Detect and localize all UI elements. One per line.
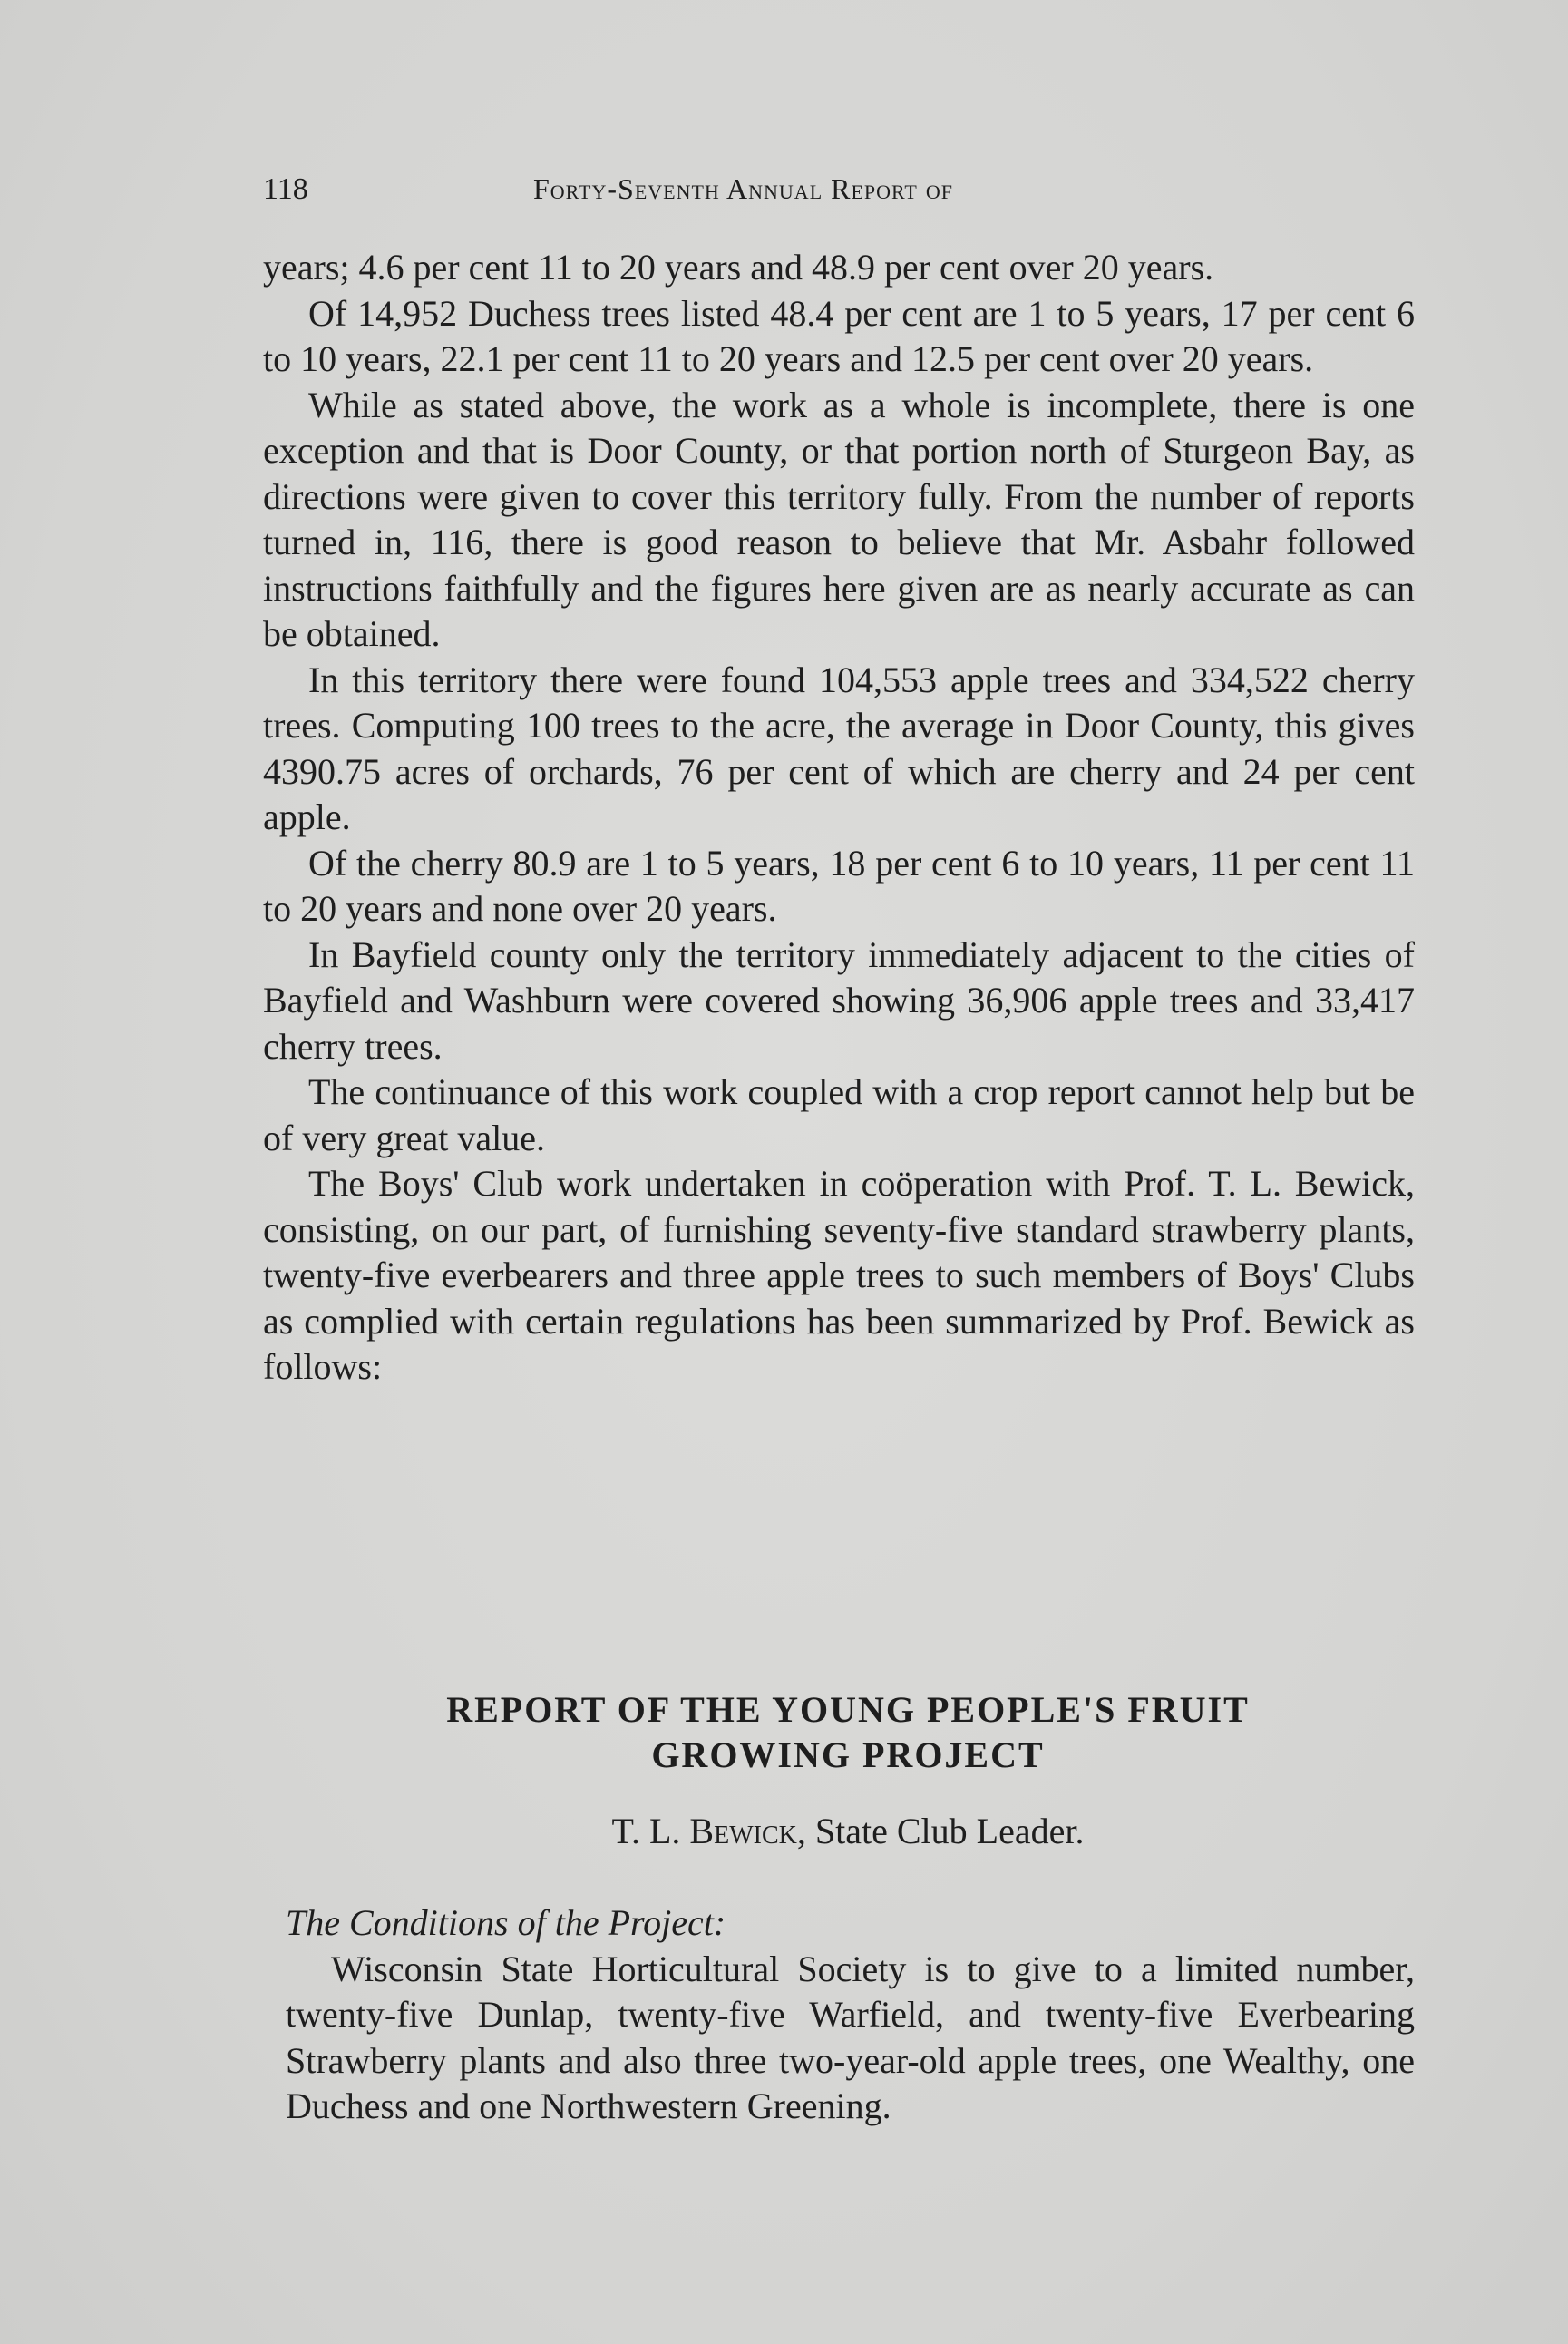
report-author xyxy=(272,1810,1424,1852)
report-title-line-2: GROWING PROJECT xyxy=(651,1734,1045,1775)
author-role: State Club Leader. xyxy=(814,1811,1085,1851)
paragraph-territory-counts: In this territory there were found 104,553 apple trees and 334,522 cherry trees. Computing 100 trees to the acre, the average in Door County, this gives 4390.75 acres of orchards, 76 per cent of which are cherry and 24 per cent apple. xyxy=(263,659,1415,837)
paragraph-continuance: The continuance of this work coupled with a crop report cannot help but be of very great value. xyxy=(263,1071,1415,1158)
report-title xyxy=(272,1687,1424,1778)
paragraph-bayfield-county: In Bayfield county only the territory immediately adjacent to the cities of Bayfield and Washburn were covered showing 36,906 apple trees and 33,417 cherry trees. xyxy=(263,933,1415,1067)
conditions-section xyxy=(286,1900,1415,2130)
paragraph-duchess-trees: Of 14,952 Duchess trees listed 48.4 per cent are 1 to 5 years, 17 per cent 6 to 10 years, 22.1 per cent 11 to 20 years and 12.5 per cent over 20 years. xyxy=(263,292,1415,379)
conditions-text: Wisconsin State Horticultural Society is to give to a limited number, twenty-five Dunlap, twenty-five Warfield, and twenty-five Everbearing Strawberry plants and also three two-year-old apple trees, one Wealthy, one Duchess and one Northwestern Greening. xyxy=(286,1948,1415,2126)
paragraph-continued: years; 4.6 per cent 11 to 20 years and 48.9 per cent over 20 years. xyxy=(263,247,1214,288)
conditions-subheading: The Conditions of the Project: xyxy=(286,1902,726,1943)
running-head: Forty-Seventh Annual Report of xyxy=(533,172,953,205)
paragraph-boys-club: The Boys' Club work undertaken in coöperation with Prof. T. L. Bewick, consisting, on our part, of furnishing seventy-five standard strawberry plants, twenty-five everbearers and three apple trees to such members of Boys' Clubs as complied with certain regulations has been summarized by Prof. Bewick as follows: xyxy=(263,1163,1415,1387)
paragraph-door-county: While as stated above, the work as a whole is incomplete, there is one exception and that is Door County, or that portion north of Sturgeon Bay, as directions were given to cover this territory fully. From the number of reports turned in, 116, there is good reason to believe that Mr. Asbahr followed instructions faithfully and the figures here given are as nearly accurate as can be obtained. xyxy=(263,384,1415,654)
page-header xyxy=(263,172,1442,218)
paragraph-cherry-ages: Of the cherry 80.9 are 1 to 5 years, 18 per cent 6 to 10 years, 11 per cent 11 to 20 years and none over 20 years. xyxy=(263,842,1415,929)
page-number: 118 xyxy=(263,172,308,206)
body-text xyxy=(263,245,1415,1391)
author-name: T. L. Bewick, xyxy=(611,1811,806,1851)
report-title-line-1: REPORT OF THE YOUNG PEOPLE'S FRUIT xyxy=(446,1689,1250,1730)
